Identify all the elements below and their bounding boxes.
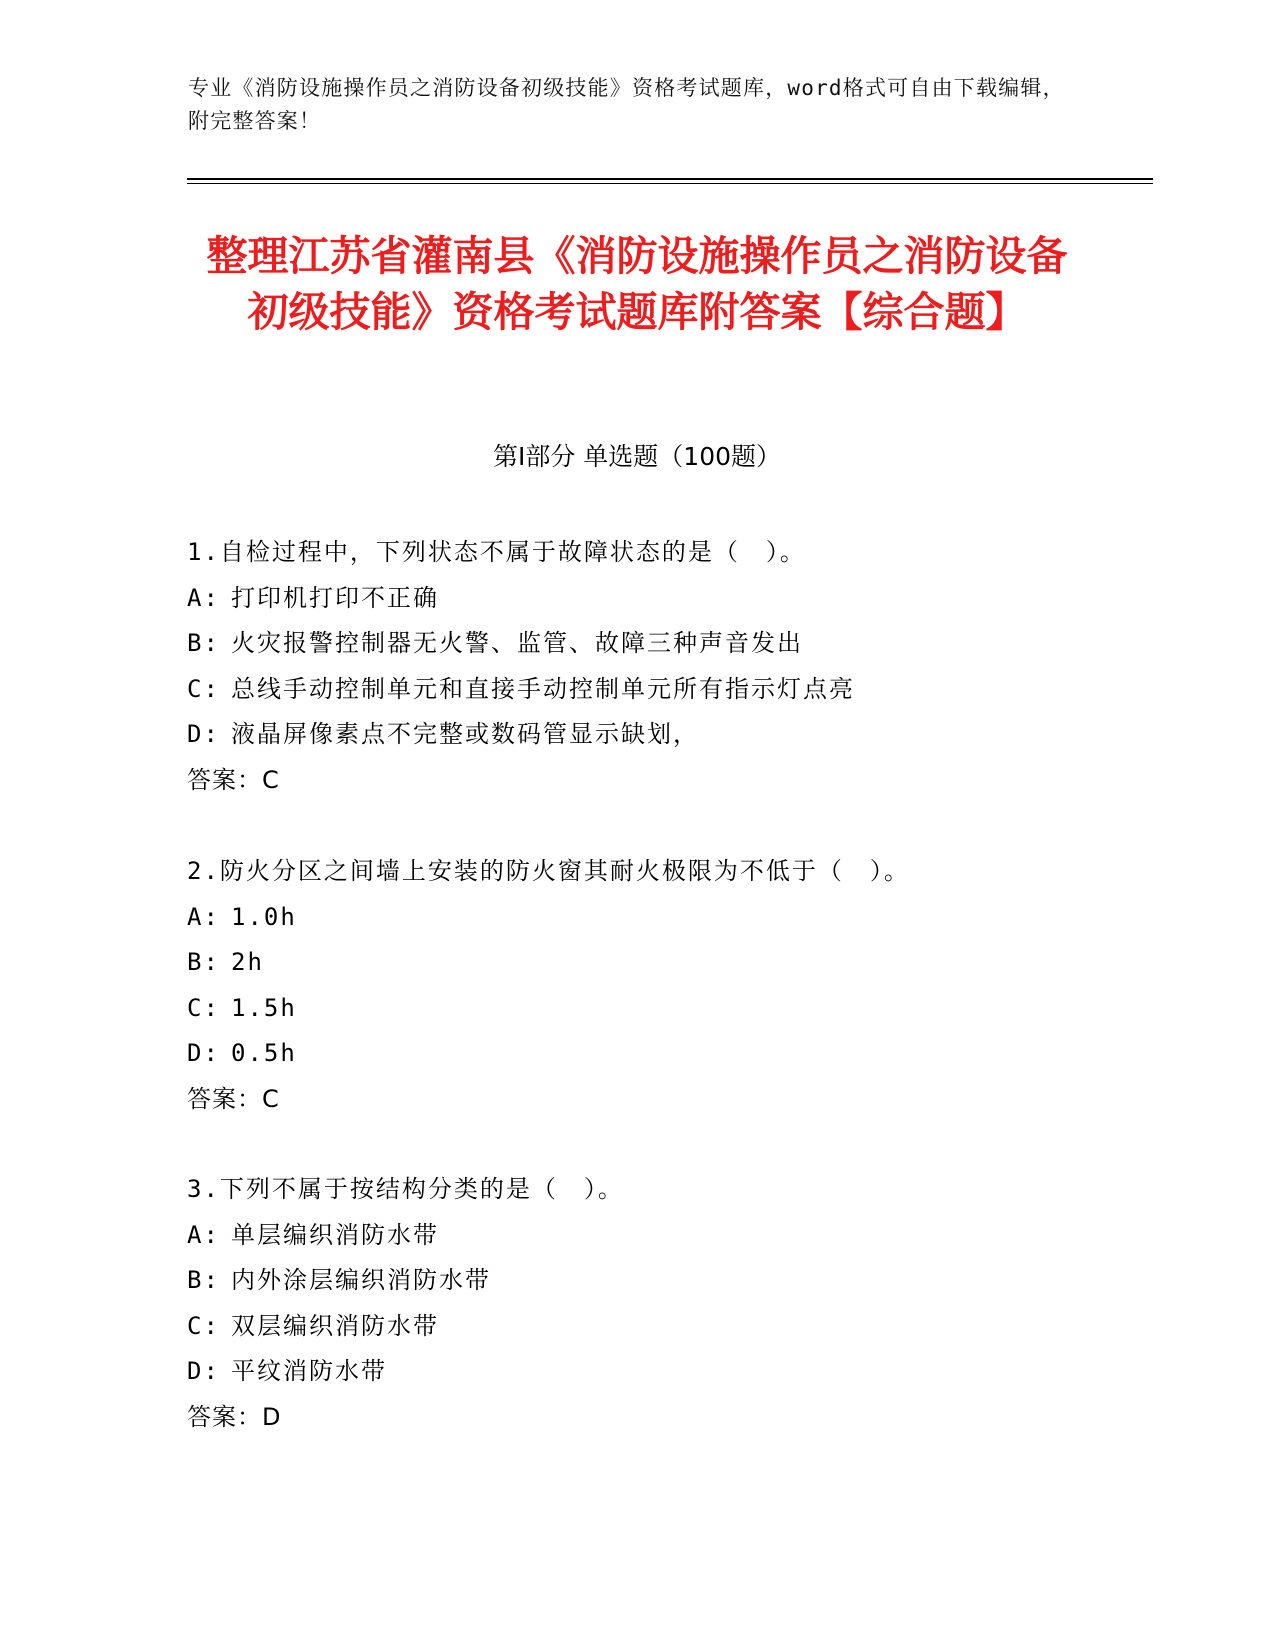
question-stem: 1.自检过程中，下列状态不属于故障状态的是（ ）。 — [187, 538, 806, 566]
option-text: 1.5h — [231, 993, 297, 1022]
option-letter: D: — [187, 720, 220, 748]
option-a — [187, 895, 1127, 941]
question-stem: 3.下列不属于按结构分类的是（ ）。 — [187, 1175, 624, 1203]
option-d — [187, 1349, 1127, 1395]
option-d — [187, 712, 1127, 758]
option-d — [187, 1031, 1127, 1077]
option-text: 打印机打印不正确 — [231, 583, 439, 612]
option-text: 平纹消防水带 — [231, 1357, 387, 1385]
question-block — [187, 530, 1127, 803]
option-letter: B: — [187, 629, 220, 657]
option-letter: B: — [187, 948, 220, 976]
answer-line: 答案：D — [187, 1402, 282, 1431]
option-text: 2h — [231, 948, 264, 976]
option-text: 火灾报警控制器无火警、监管、故障三种声音发出 — [231, 629, 803, 657]
option-letter: B: — [187, 1266, 220, 1294]
option-text: 单层编织消防水带 — [231, 1220, 439, 1249]
section-heading: 第Ⅰ部分 单选题（100题） — [492, 442, 782, 471]
option-letter: C: — [187, 674, 220, 703]
option-c — [187, 667, 1127, 713]
header-note: 专业《消防设施操作员之消防设备初级技能》资格考试题库，word格式可自由下载编辑，附完整答案！ — [188, 76, 1065, 133]
option-text: 总线手动控制单元和直接手动控制单元所有指示灯点亮 — [231, 674, 855, 703]
header-divider-thick — [187, 178, 1153, 180]
header-divider-thin — [187, 183, 1153, 184]
option-b — [187, 1258, 1127, 1304]
option-letter: A: — [187, 1220, 220, 1249]
option-letter: D: — [187, 1357, 220, 1385]
document-title: 整理江苏省灌南县《消防设施操作员之消防设备初级技能》资格考试题库附答案【综合题】 — [206, 232, 1068, 336]
question-block — [187, 1167, 1127, 1440]
option-a — [187, 576, 1127, 622]
option-text: 1.0h — [231, 902, 297, 931]
option-letter: C: — [187, 1311, 220, 1340]
option-letter: A: — [187, 902, 220, 931]
question-stem: 2.防火分区之间墙上安装的防火窗其耐火极限为不低于（ ）。 — [187, 857, 910, 885]
option-b — [187, 940, 1127, 986]
option-a — [187, 1213, 1127, 1259]
option-letter: C: — [187, 993, 220, 1022]
option-text: 0.5h — [231, 1039, 297, 1067]
answer-line: 答案：C — [187, 765, 280, 794]
option-text: 双层编织消防水带 — [231, 1311, 439, 1340]
option-letter: D: — [187, 1039, 220, 1067]
option-text: 内外涂层编织消防水带 — [231, 1266, 491, 1294]
option-letter: A: — [187, 583, 220, 612]
option-text: 液晶屏像素点不完整或数码管显示缺划， — [231, 720, 699, 748]
option-b — [187, 621, 1127, 667]
option-c — [187, 986, 1127, 1032]
answer-line: 答案：C — [187, 1084, 280, 1113]
question-block — [187, 849, 1127, 1122]
option-c — [187, 1304, 1127, 1350]
